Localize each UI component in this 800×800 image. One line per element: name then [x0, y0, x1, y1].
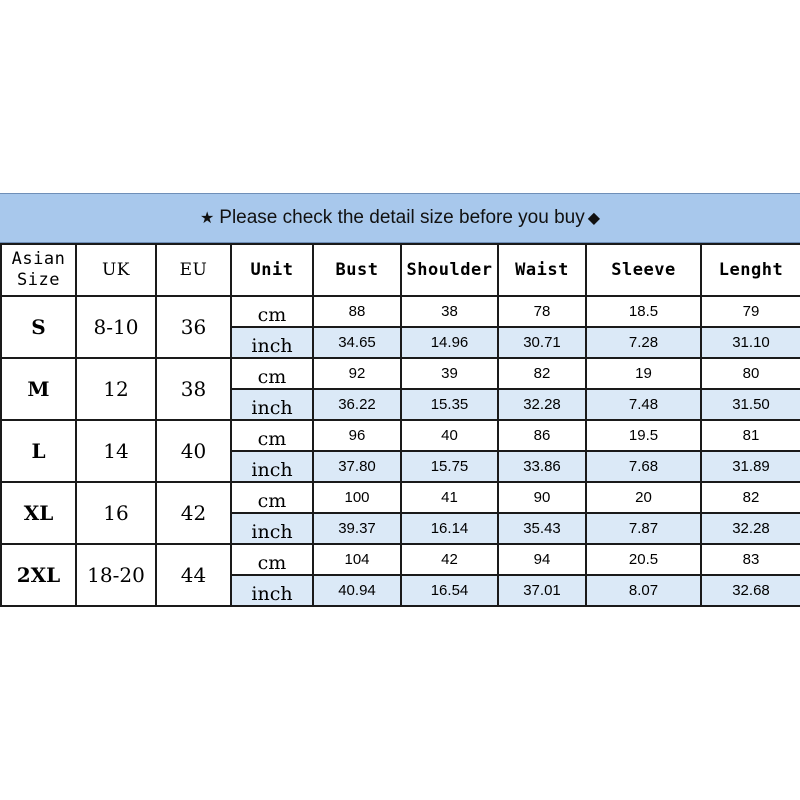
- table-row: [1, 296, 800, 327]
- header-uk: UK: [76, 244, 156, 296]
- waist-cell: 30.71: [498, 327, 586, 358]
- unit-cell: inch: [231, 327, 313, 358]
- waist-cell: 35.43: [498, 513, 586, 544]
- waist-cell: 32.28: [498, 389, 586, 420]
- length-cell: 80: [701, 358, 800, 389]
- asian-size-cell: XL: [1, 482, 76, 544]
- eu-size-cell: 36: [156, 296, 231, 358]
- table-row: [1, 544, 800, 575]
- header-unit: Unit: [231, 244, 313, 296]
- header-length: Lenght: [701, 244, 800, 296]
- asian-size-cell: L: [1, 420, 76, 482]
- shoulder-cell: 42: [401, 544, 498, 575]
- sleeve-cell: 7.48: [586, 389, 701, 420]
- header-asian-size: [1, 244, 76, 296]
- length-cell: 32.68: [701, 575, 800, 606]
- eu-size-cell: 42: [156, 482, 231, 544]
- eu-size-cell: 40: [156, 420, 231, 482]
- unit-cell: inch: [231, 513, 313, 544]
- bust-cell: 37.80: [313, 451, 401, 482]
- header-shoulder: Shoulder: [401, 244, 498, 296]
- sleeve-cell: 7.87: [586, 513, 701, 544]
- uk-size-cell: 14: [76, 420, 156, 482]
- sleeve-cell: 7.68: [586, 451, 701, 482]
- bust-cell: 88: [313, 296, 401, 327]
- size-table: [0, 243, 800, 607]
- unit-cell: cm: [231, 482, 313, 513]
- waist-cell: 94: [498, 544, 586, 575]
- waist-cell: 37.01: [498, 575, 586, 606]
- length-cell: 79: [701, 296, 800, 327]
- sleeve-cell: 20.5: [586, 544, 701, 575]
- unit-cell: inch: [231, 451, 313, 482]
- uk-size-cell: 8-10: [76, 296, 156, 358]
- length-cell: 81: [701, 420, 800, 451]
- waist-cell: 82: [498, 358, 586, 389]
- asian-size-cell: 2XL: [1, 544, 76, 606]
- header-sleeve: Sleeve: [586, 244, 701, 296]
- shoulder-cell: 38: [401, 296, 498, 327]
- eu-size-cell: 38: [156, 358, 231, 420]
- length-cell: 31.50: [701, 389, 800, 420]
- bust-cell: 40.94: [313, 575, 401, 606]
- unit-cell: inch: [231, 389, 313, 420]
- bust-cell: 104: [313, 544, 401, 575]
- shoulder-cell: 15.75: [401, 451, 498, 482]
- table-row: [1, 420, 800, 451]
- shoulder-cell: 16.54: [401, 575, 498, 606]
- size-chart: [0, 193, 800, 607]
- bust-cell: 39.37: [313, 513, 401, 544]
- waist-cell: 33.86: [498, 451, 586, 482]
- shoulder-cell: 14.96: [401, 327, 498, 358]
- length-cell: 82: [701, 482, 800, 513]
- sleeve-cell: 19.5: [586, 420, 701, 451]
- uk-size-cell: 18-20: [76, 544, 156, 606]
- shoulder-cell: 15.35: [401, 389, 498, 420]
- sleeve-cell: 20: [586, 482, 701, 513]
- star-icon: ★: [199, 210, 215, 227]
- eu-size-cell: 44: [156, 544, 231, 606]
- header-row: [1, 244, 800, 296]
- length-cell: 31.10: [701, 327, 800, 358]
- asian-size-cell: S: [1, 296, 76, 358]
- shoulder-cell: 40: [401, 420, 498, 451]
- header-asian-line1: Asian: [11, 249, 66, 269]
- waist-cell: 90: [498, 482, 586, 513]
- asian-size-cell: M: [1, 358, 76, 420]
- uk-size-cell: 16: [76, 482, 156, 544]
- size-chart-banner: [0, 193, 800, 243]
- sleeve-cell: 18.5: [586, 296, 701, 327]
- waist-cell: 86: [498, 420, 586, 451]
- sleeve-cell: 7.28: [586, 327, 701, 358]
- banner-text: Please check the detail size before you buy: [219, 207, 585, 228]
- uk-size-cell: 12: [76, 358, 156, 420]
- bust-cell: 100: [313, 482, 401, 513]
- sleeve-cell: 19: [586, 358, 701, 389]
- bust-cell: 34.65: [313, 327, 401, 358]
- shoulder-cell: 16.14: [401, 513, 498, 544]
- bust-cell: 92: [313, 358, 401, 389]
- header-waist: Waist: [498, 244, 586, 296]
- header-bust: Bust: [313, 244, 401, 296]
- length-cell: 31.89: [701, 451, 800, 482]
- unit-cell: cm: [231, 296, 313, 327]
- shoulder-cell: 41: [401, 482, 498, 513]
- unit-cell: cm: [231, 544, 313, 575]
- bust-cell: 36.22: [313, 389, 401, 420]
- bust-cell: 96: [313, 420, 401, 451]
- table-row: [1, 358, 800, 389]
- length-cell: 83: [701, 544, 800, 575]
- sleeve-cell: 8.07: [586, 575, 701, 606]
- header-asian-line2: Size: [17, 270, 60, 290]
- unit-cell: cm: [231, 420, 313, 451]
- table-row: [1, 482, 800, 513]
- diamond-icon: ◆: [587, 210, 601, 227]
- length-cell: 32.28: [701, 513, 800, 544]
- unit-cell: inch: [231, 575, 313, 606]
- unit-cell: cm: [231, 358, 313, 389]
- shoulder-cell: 39: [401, 358, 498, 389]
- header-eu: EU: [156, 244, 231, 296]
- waist-cell: 78: [498, 296, 586, 327]
